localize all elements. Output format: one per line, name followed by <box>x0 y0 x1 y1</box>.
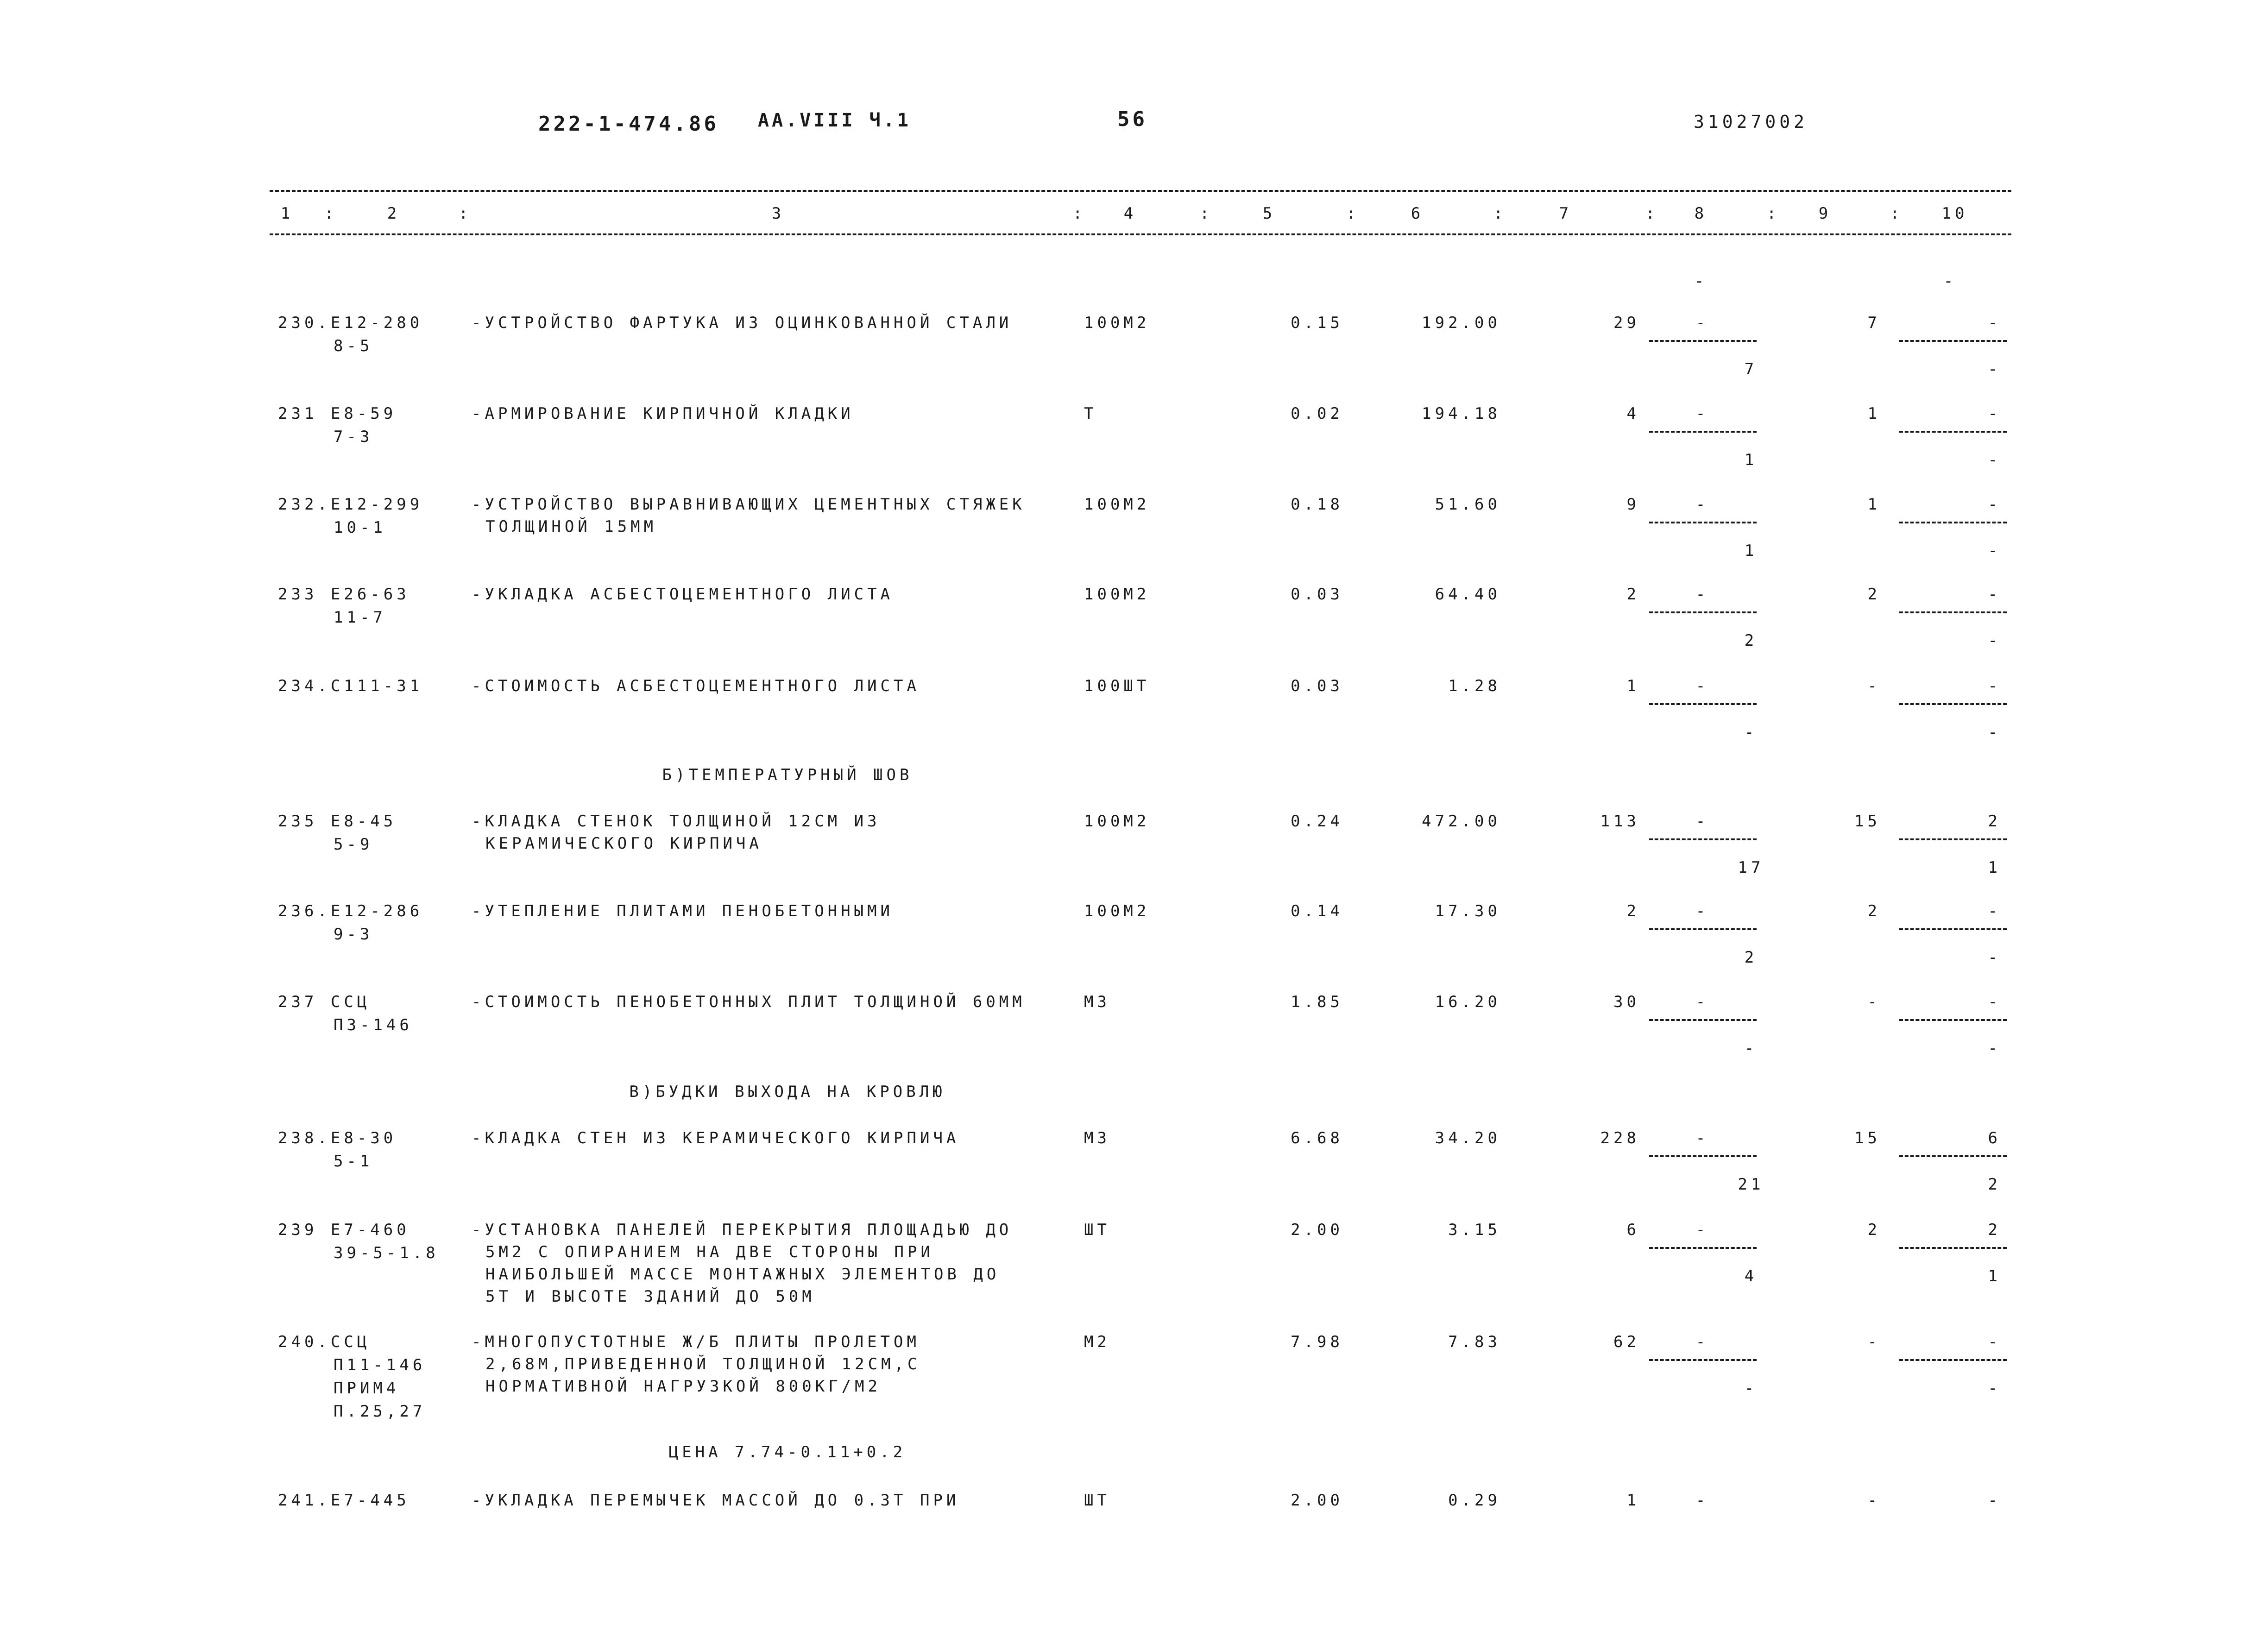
row-col10-top: - <box>1988 404 2001 423</box>
row-number-code: 238.Е8-30 <box>278 1129 397 1147</box>
row-number-code: 241.Е7-445 <box>278 1491 410 1510</box>
section-heading: Б)ТЕМПЕРАТУРНЫЙ ШОВ <box>662 766 913 784</box>
row-col10-fraction-rule <box>1899 1247 2007 1249</box>
row-quantity: 0.03 <box>1291 585 1343 604</box>
row-description-line: -СТОИМОСТЬ АСБЕСТОЦЕМЕНТНОГО ЛИСТА <box>472 677 920 695</box>
column-sep: : <box>1073 204 1086 223</box>
row-col8-bottom: - <box>1744 1379 1758 1398</box>
row-col8-fraction-rule <box>1649 838 1757 840</box>
row-col9: 1 <box>1867 404 1881 423</box>
row-col10-bottom: - <box>1988 1379 2001 1398</box>
column-sep: : <box>1767 204 1780 223</box>
row-total-cost: 2 <box>1626 902 1640 920</box>
row-col9: 1 <box>1867 495 1881 514</box>
row-number-code: 232.Е12-299 <box>278 495 423 514</box>
header-rule-top <box>270 190 2011 192</box>
row-quantity: 2.00 <box>1291 1221 1343 1239</box>
row-col10-top: - <box>1988 585 2001 604</box>
row-col8-fraction-rule <box>1649 340 1757 342</box>
row-unit-price: 64.40 <box>1435 585 1501 604</box>
row-col10-fraction-rule <box>1899 1359 2007 1361</box>
row-col8-top: - <box>1695 1129 1709 1147</box>
column-header-8: 8 <box>1694 204 1708 223</box>
row-col9: 7 <box>1867 314 1881 332</box>
row-col8-top: - <box>1695 585 1709 604</box>
header-rule-bottom <box>270 233 2011 235</box>
row-col10-fraction-rule <box>1899 838 2007 840</box>
row-unit: 100М2 <box>1084 902 1150 920</box>
row-unit-price: 17.30 <box>1435 902 1501 920</box>
column-sep: : <box>1200 204 1213 223</box>
row-col8-bottom: 1 <box>1744 542 1758 560</box>
row-unit-price: 194.18 <box>1422 404 1501 423</box>
row-col10-fraction-rule <box>1899 611 2007 613</box>
row-col8-bottom: - <box>1744 723 1758 742</box>
column-header-7: 7 <box>1559 204 1573 223</box>
row-total-cost: 2 <box>1626 585 1640 604</box>
row-col8-top: - <box>1695 314 1709 332</box>
row-code-line-2: 9-3 <box>334 925 373 944</box>
row-code-line-3: ПРИМ4 <box>334 1379 400 1398</box>
row-description-line: -АРМИРОВАНИЕ КИРПИЧНОЙ КЛАДКИ <box>472 404 854 423</box>
row-col8-bottom: 4 <box>1744 1267 1758 1285</box>
row-col9: - <box>1867 1491 1881 1510</box>
row-col10-fraction-rule <box>1899 703 2007 705</box>
row-col10-bottom: - <box>1988 723 2001 742</box>
row-col8-top: - <box>1695 812 1709 831</box>
row-description-line: -УСТРОЙСТВО ФАРТУКА ИЗ ОЦИНКОВАННОЙ СТАЛИ <box>472 314 1013 332</box>
row-unit: М2 <box>1084 1333 1110 1351</box>
row-total-cost: 4 <box>1626 404 1640 423</box>
row-unit-price: 472.00 <box>1422 812 1501 831</box>
row-description-line: ТОЛЩИНОЙ 15ММ <box>485 517 657 536</box>
album-label: АА.VIII Ч.1 <box>758 110 911 131</box>
row-col8-fraction-rule <box>1649 703 1757 705</box>
row-code-line-2: 39-5-1.8 <box>334 1244 439 1262</box>
row-unit: М3 <box>1084 993 1110 1011</box>
row-col8-top: - <box>1695 1333 1709 1351</box>
row-unit-price: 16.20 <box>1435 993 1501 1011</box>
section-heading: ЦЕНА 7.74-0.11+0.2 <box>668 1443 907 1461</box>
row-description-line: КЕРАМИЧЕСКОГО КИРПИЧА <box>485 834 762 853</box>
column-sep: : <box>459 204 472 223</box>
row-number-code: 239 Е7-460 <box>278 1221 410 1239</box>
row-col10-bottom: - <box>1988 631 2001 650</box>
row-col8-top: - <box>1695 495 1709 514</box>
page-number: 56 <box>1117 107 1147 131</box>
row-col10-bottom: 1 <box>1988 858 2001 877</box>
row-col10-fraction-rule <box>1899 340 2007 342</box>
row-col8-top: - <box>1695 677 1709 695</box>
top-dash-col8: - <box>1694 272 1708 290</box>
row-code-line-2: 5-1 <box>334 1152 373 1171</box>
row-description-line: 5Т И ВЫСОТЕ ЗДАНИЙ ДО 50М <box>485 1287 815 1306</box>
column-header-2: 2 <box>387 204 401 223</box>
row-col9: 2 <box>1867 902 1881 920</box>
row-col9: 15 <box>1854 812 1881 831</box>
row-number-code: 231 Е8-59 <box>278 404 397 423</box>
row-unit: Т <box>1084 404 1097 423</box>
row-unit: М3 <box>1084 1129 1110 1147</box>
row-col9: - <box>1867 993 1881 1011</box>
row-code-line-2: 8-5 <box>334 337 373 355</box>
row-col10-top: 6 <box>1988 1129 2001 1147</box>
row-col10-top: - <box>1988 677 2001 695</box>
row-total-cost: 1 <box>1626 677 1640 695</box>
row-unit-price: 192.00 <box>1422 314 1501 332</box>
row-quantity: 1.85 <box>1291 993 1343 1011</box>
row-col10-bottom: - <box>1988 542 2001 560</box>
column-sep: : <box>324 204 338 223</box>
row-unit-price: 51.60 <box>1435 495 1501 514</box>
row-total-cost: 1 <box>1626 1491 1640 1510</box>
row-col8-bottom: 21 <box>1738 1175 1764 1194</box>
row-total-cost: 9 <box>1626 495 1640 514</box>
row-code-line-2: 7-3 <box>334 428 373 446</box>
row-description-line: -УТЕПЛЕНИЕ ПЛИТАМИ ПЕНОБЕТОННЫМИ <box>472 902 894 920</box>
column-header-5: 5 <box>1262 204 1276 223</box>
row-code-line-2: П3-146 <box>334 1016 413 1034</box>
column-header-3: 3 <box>771 204 785 223</box>
row-description-line: -УКЛАДКА АСБЕСТОЦЕМЕНТНОГО ЛИСТА <box>472 585 894 604</box>
row-unit: 100М2 <box>1084 314 1150 332</box>
column-header-6: 6 <box>1411 204 1424 223</box>
row-unit: 100М2 <box>1084 585 1150 604</box>
row-col10-bottom: - <box>1988 1039 2001 1058</box>
row-col10-top: - <box>1988 1491 2001 1510</box>
row-unit-price: 3.15 <box>1448 1221 1501 1239</box>
row-description-line: -УСТАНОВКА ПАНЕЛЕЙ ПЕРЕКРЫТИЯ ПЛОЩАДЬЮ ДО <box>472 1221 1013 1239</box>
row-description-line: 5М2 С ОПИРАНИЕМ НА ДВЕ СТОРОНЫ ПРИ <box>485 1243 934 1261</box>
column-header-10: 10 <box>1941 204 1968 223</box>
row-total-cost: 62 <box>1613 1333 1640 1351</box>
row-quantity: 0.18 <box>1291 495 1343 514</box>
doc-number: 31027002 <box>1694 112 1808 132</box>
row-col10-top: - <box>1988 1333 2001 1351</box>
row-total-cost: 228 <box>1600 1129 1640 1147</box>
row-col10-bottom: 2 <box>1988 1175 2001 1194</box>
row-col10-top: - <box>1988 993 2001 1011</box>
row-col10-fraction-rule <box>1899 928 2007 930</box>
row-col8-bottom: - <box>1744 1039 1758 1058</box>
row-unit: 100ШТ <box>1084 677 1150 695</box>
row-unit: ШТ <box>1084 1221 1110 1239</box>
row-col10-top: - <box>1988 495 2001 514</box>
row-description-line: -УКЛАДКА ПЕРЕМЫЧЕК МАССОЙ ДО 0.3Т ПРИ <box>472 1491 960 1510</box>
row-col9: 2 <box>1867 585 1881 604</box>
row-description-line: -УСТРОЙСТВО ВЫРАВНИВАЮЩИХ ЦЕМЕНТНЫХ СТЯЖЕК <box>472 495 1026 514</box>
row-col8-bottom: 17 <box>1738 858 1764 877</box>
row-col8-top: - <box>1695 1491 1709 1510</box>
row-total-cost: 30 <box>1613 993 1640 1011</box>
row-col10-top: - <box>1988 314 2001 332</box>
row-code-line-4: П.25,27 <box>334 1402 426 1421</box>
top-dash-col10: - <box>1943 272 1957 290</box>
column-sep: : <box>1346 204 1360 223</box>
row-number-code: 230.Е12-280 <box>278 314 423 332</box>
row-quantity: 0.14 <box>1291 902 1343 920</box>
column-sep: : <box>1890 204 1903 223</box>
row-col8-top: - <box>1695 404 1709 423</box>
row-unit-price: 0.29 <box>1448 1491 1501 1510</box>
row-quantity: 0.03 <box>1291 677 1343 695</box>
row-description-line: -МНОГОПУСТОТНЫЕ Ж/Б ПЛИТЫ ПРОЛЕТОМ <box>472 1333 920 1351</box>
row-total-cost: 6 <box>1626 1221 1640 1239</box>
row-col8-fraction-rule <box>1649 1019 1757 1021</box>
row-col10-bottom: - <box>1988 451 2001 469</box>
row-quantity: 7.98 <box>1291 1333 1343 1351</box>
row-col8-bottom: 2 <box>1744 631 1758 650</box>
row-total-cost: 29 <box>1613 314 1640 332</box>
row-number-code: 236.Е12-286 <box>278 902 423 920</box>
row-quantity: 6.68 <box>1291 1129 1343 1147</box>
row-number-code: 240.ССЦ <box>278 1333 371 1351</box>
column-sep: : <box>1645 204 1659 223</box>
row-col10-top: - <box>1988 902 2001 920</box>
row-description-line: НОРМАТИВНОЙ НАГРУЗКОЙ 800КГ/М2 <box>485 1377 882 1396</box>
row-col10-bottom: - <box>1988 360 2001 378</box>
row-quantity: 0.02 <box>1291 404 1343 423</box>
row-col10-fraction-rule <box>1899 431 2007 433</box>
section-heading: В)БУДКИ ВЫХОДА НА КРОВЛЮ <box>629 1083 946 1101</box>
row-description-line: -КЛАДКА СТЕН ИЗ КЕРАМИЧЕСКОГО КИРПИЧА <box>472 1129 960 1147</box>
row-col8-bottom: 2 <box>1744 948 1758 967</box>
row-unit: 100М2 <box>1084 495 1150 514</box>
row-description-line: 2,68М,ПРИВЕДЕННОЙ ТОЛЩИНОЙ 12СМ,С <box>485 1355 921 1373</box>
row-col10-top: 2 <box>1988 812 2001 831</box>
row-unit: ШТ <box>1084 1491 1110 1510</box>
row-number-code: 233 Е26-63 <box>278 585 410 604</box>
row-col10-top: 2 <box>1988 1221 2001 1239</box>
row-col8-bottom: 1 <box>1744 451 1758 469</box>
row-number-code: 235 Е8-45 <box>278 812 397 831</box>
row-col8-fraction-rule <box>1649 1155 1757 1157</box>
row-unit: 100М2 <box>1084 812 1150 831</box>
row-quantity: 0.24 <box>1291 812 1343 831</box>
row-description-line: -КЛАДКА СТЕНОК ТОЛЩИНОЙ 12СМ ИЗ <box>472 812 881 831</box>
row-col10-fraction-rule <box>1899 1155 2007 1157</box>
row-col8-top: - <box>1695 1221 1709 1239</box>
row-col8-top: - <box>1695 993 1709 1011</box>
row-unit-price: 1.28 <box>1448 677 1501 695</box>
row-number-code: 234.С111-31 <box>278 677 423 695</box>
row-unit-price: 34.20 <box>1435 1129 1501 1147</box>
row-total-cost: 113 <box>1600 812 1640 831</box>
column-header-4: 4 <box>1123 204 1137 223</box>
row-unit-price: 7.83 <box>1448 1333 1501 1351</box>
document-code: 222-1-474.86 <box>538 112 719 136</box>
row-col8-fraction-rule <box>1649 928 1757 930</box>
row-col8-fraction-rule <box>1649 1359 1757 1361</box>
row-col9: 2 <box>1867 1221 1881 1239</box>
row-col10-bottom: 1 <box>1988 1267 2001 1285</box>
row-col9: - <box>1867 1333 1881 1351</box>
row-col8-bottom: 7 <box>1744 360 1758 378</box>
row-col8-fraction-rule <box>1649 1247 1757 1249</box>
row-code-line-2: 5-9 <box>334 835 373 854</box>
row-col9: 15 <box>1854 1129 1881 1147</box>
row-col8-fraction-rule <box>1649 522 1757 523</box>
row-quantity: 2.00 <box>1291 1491 1343 1510</box>
row-code-line-2: 10-1 <box>334 518 386 537</box>
row-col8-fraction-rule <box>1649 431 1757 433</box>
row-col10-bottom: - <box>1988 948 2001 967</box>
row-col10-fraction-rule <box>1899 522 2007 523</box>
column-sep: : <box>1493 204 1507 223</box>
row-description-line: -СТОИМОСТЬ ПЕНОБЕТОННЫХ ПЛИТ ТОЛЩИНОЙ 60ММ <box>472 993 1026 1011</box>
row-code-line-2: П11-146 <box>334 1356 426 1374</box>
row-description-line: НАИБОЛЬШЕЙ МАССЕ МОНТАЖНЫХ ЭЛЕМЕНТОВ ДО <box>485 1265 1000 1284</box>
row-number-code: 237 ССЦ <box>278 993 371 1011</box>
column-header-1: 1 <box>280 204 294 223</box>
row-quantity: 0.15 <box>1291 314 1343 332</box>
row-col9: - <box>1867 677 1881 695</box>
row-col8-fraction-rule <box>1649 611 1757 613</box>
column-header-9: 9 <box>1818 204 1832 223</box>
row-col8-top: - <box>1695 902 1709 920</box>
row-code-line-2: 11-7 <box>334 608 386 627</box>
row-col10-fraction-rule <box>1899 1019 2007 1021</box>
